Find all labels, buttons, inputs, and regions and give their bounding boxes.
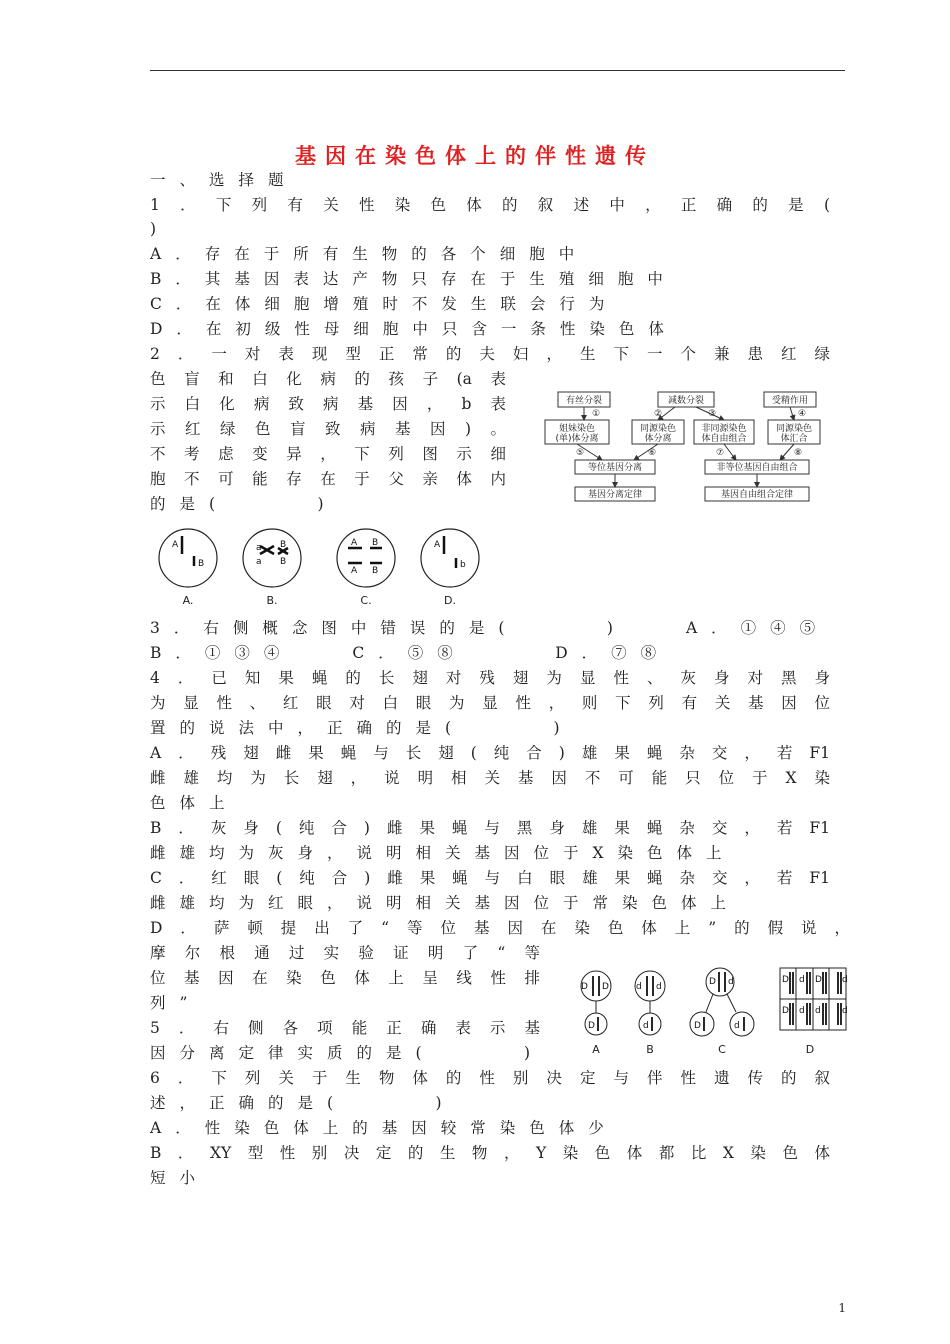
concept-mid-3a: 非同源染色 (701, 424, 747, 434)
concept-num-3: ③ (707, 409, 717, 419)
cell-c-gene-2: B (372, 538, 379, 548)
q5-c-gene-upper-right: d (728, 977, 734, 987)
concept-num-5: ⑤ (575, 448, 585, 458)
concept-law-segregation: 基因分离定律 (587, 490, 643, 500)
q5-c-gene-lower-right: d (734, 1021, 740, 1031)
concept-allele-separation: 等位基因分离 (587, 463, 643, 473)
concept-free-combination: 非等位基因自由组合 (716, 463, 798, 473)
q1-option-c: C．在体细胞增殖时不发生联会行为 (150, 295, 619, 313)
q6-option-a: A．性染色体上的基因较常染色体少 (150, 1119, 618, 1137)
concept-num-7: ⑦ (715, 448, 725, 458)
cell-a-gene-2: B (198, 559, 205, 569)
q2-line-7: 的是( ) (150, 495, 338, 513)
cell-b (243, 529, 301, 587)
q5-b-gene-upper-right: d (656, 982, 662, 992)
q4-line-5: 雌雄均为长翅，说明相关基因不可能只位于X染 (150, 769, 830, 787)
cell-b-gene-2: B (280, 540, 287, 550)
concept-top-3: 受精作用 (771, 396, 809, 406)
q5-d-gene-6: d (799, 1006, 805, 1016)
q5-label-a: A (592, 1043, 600, 1056)
section-heading: 一、选择题 (150, 171, 298, 189)
q5-b-gene-lower: d (643, 1021, 649, 1031)
cell-label-b: B. (266, 594, 278, 607)
q2-line-4: 示红绿色盲致病基因)。 (150, 420, 506, 438)
cell-d (421, 529, 479, 587)
header-rule (150, 70, 845, 71)
q1-option-d: D．在初级性母细胞中只含一条性染色体 (150, 320, 678, 338)
cell-a (159, 529, 217, 587)
q2-line-5: 不考虑变异，下列图示细 (150, 445, 506, 463)
q2-cell-diagrams (150, 520, 490, 612)
q4-line-4: A．残翅雌果蝇与长翅(纯合)雄果蝇杂交，若F1 (150, 744, 830, 762)
q4-line-2: 为显性、红眼对白眼为显性，则下列有关基因位 (150, 694, 830, 712)
q5-d-gene-1: D (782, 975, 789, 985)
cell-c-gene-1: A (351, 538, 358, 548)
cell-c (337, 529, 395, 587)
concept-map (540, 388, 840, 508)
q5-label-b: B (646, 1043, 654, 1056)
concept-num-1: ① (591, 409, 601, 419)
concept-mid-2b: 体分离 (644, 434, 672, 444)
q4-line-8: 雌雄均为灰身，说明相关基因位于X染色体上 (150, 844, 736, 862)
q4-line-3: 置的说法中，正确的是( ) (150, 719, 574, 737)
q5-line-1: 5．右侧各项能正确表示基 (150, 1019, 540, 1037)
q5-d-gene-5: D (782, 1006, 789, 1016)
q5-a-gene-upper-right: D (602, 982, 609, 992)
cell-c-gene-3: A (351, 566, 358, 576)
q5-d-gene-2: d (799, 975, 805, 985)
page-title: 基因在染色体上的伴性遗传 (295, 143, 655, 168)
q6-line-1: 6．下列关于生物体的性别决定与伴性遗传的叙 (150, 1069, 830, 1087)
q1-stem: 1．下列有关性染色体的叙述中，正确的是( (150, 196, 830, 214)
q4-line-12: 摩尔根通过实验证明了“等 (150, 944, 540, 962)
q3-line-1: 3．右侧概念图中错误的是( ) A．①④⑤ (150, 619, 830, 637)
page-number: 1 (838, 1301, 846, 1315)
concept-mid-1b: (单)体分离 (555, 434, 599, 444)
cell-a-gene-1: A (172, 540, 179, 550)
q5-b-gene-upper-left: d (636, 982, 642, 992)
concept-mid-4a: 同源染色 (775, 424, 813, 434)
q5-a-gene-lower: D (588, 1021, 595, 1031)
q5-d-gene-3: D (815, 975, 822, 985)
q3-line-2: B．①③④ C．⑤⑧ D．⑦⑧ (150, 644, 671, 662)
concept-num-4: ④ (797, 409, 807, 419)
q4-line-6: 色体上 (150, 794, 239, 812)
concept-top-1: 有丝分裂 (565, 396, 603, 406)
q5-d-gene-4: d (842, 975, 848, 985)
q1-option-b: B．其基因表达产物只存在于生殖细胞中 (150, 270, 677, 288)
cell-label-c: C. (360, 594, 372, 607)
q4-line-1: 4．已知果蝇的长翅对残翅为显性、灰身对黑身 (150, 669, 830, 687)
cell-c-gene-4: B (372, 566, 379, 576)
q6-option-b-cont: 短小 (150, 1169, 210, 1187)
concept-mid-3b: 体自由组合 (701, 434, 747, 444)
q5-d-gene-8: d (842, 1006, 848, 1016)
q2-line-3: 示白化病致病基因，b表 (150, 395, 506, 413)
q5-line-2: 因分离定律实质的是( ) (150, 1044, 545, 1062)
q5-label-c: C (718, 1043, 726, 1056)
cell-d-gene-1: A (434, 540, 441, 550)
concept-mid-1a: 姐妹染色 (558, 424, 596, 434)
cell-b-gene-3: a (256, 557, 262, 567)
cell-label-d: D. (444, 594, 456, 607)
q5-label-d: D (805, 1043, 815, 1056)
q4-line-14: 列” (150, 994, 202, 1012)
q2-line-1: 2．一对表现型正常的夫妇，生下一个兼患红绿 (150, 345, 830, 363)
q4-line-9: C．红眼(纯合)雌果蝇与白眼雄果蝇杂交，若F1 (150, 869, 830, 887)
cell-d-gene-2: b (460, 560, 466, 570)
concept-num-2: ② (653, 409, 663, 419)
q4-line-10: 雌雄均为红眼，说明相关基因位于常染色体上 (150, 894, 741, 912)
cell-label-a: A. (182, 594, 194, 607)
q5-a-gene-upper-left: D (581, 982, 588, 992)
q1-option-a: A．存在于所有生物的各个细胞中 (150, 245, 589, 263)
q2-line-2: 色盲和白化病的孩子(a表 (150, 370, 506, 388)
q5-c-gene-lower-left: D (694, 1021, 701, 1031)
q4-line-13: 位基因在染色体上呈线性排 (150, 969, 540, 987)
concept-num-8: ⑧ (793, 448, 803, 458)
q6-option-b: B．XY型性别决定的生物，Y染色体都比X染色体 (150, 1144, 830, 1162)
concept-num-6: ⑥ (647, 448, 657, 458)
q4-line-11: D．萨顿提出了“等位基因在染色体上”的假说， (150, 919, 850, 937)
q5-c-gene-upper-left: D (709, 977, 716, 987)
q2-line-6: 胞不可能存在于父亲体内 (150, 470, 506, 488)
cell-b-gene-1: a (256, 543, 262, 553)
q6-line-2: 述，正确的是( ) (150, 1094, 456, 1112)
q4-line-7: B．灰身(纯合)雌果蝇与黑身雄果蝇杂交，若F1 (150, 819, 830, 837)
cell-b-gene-4: B (280, 557, 287, 567)
concept-law-independent: 基因自由组合定律 (720, 490, 794, 500)
q1-stem-end: ) (150, 220, 171, 238)
concept-mid-2a: 同源染色 (639, 424, 677, 434)
q5-segregation-diagrams (570, 962, 850, 1062)
concept-mid-4b: 体汇合 (780, 434, 808, 444)
q5-d-gene-7: d (815, 1006, 821, 1016)
concept-top-2: 减数分裂 (667, 396, 705, 406)
